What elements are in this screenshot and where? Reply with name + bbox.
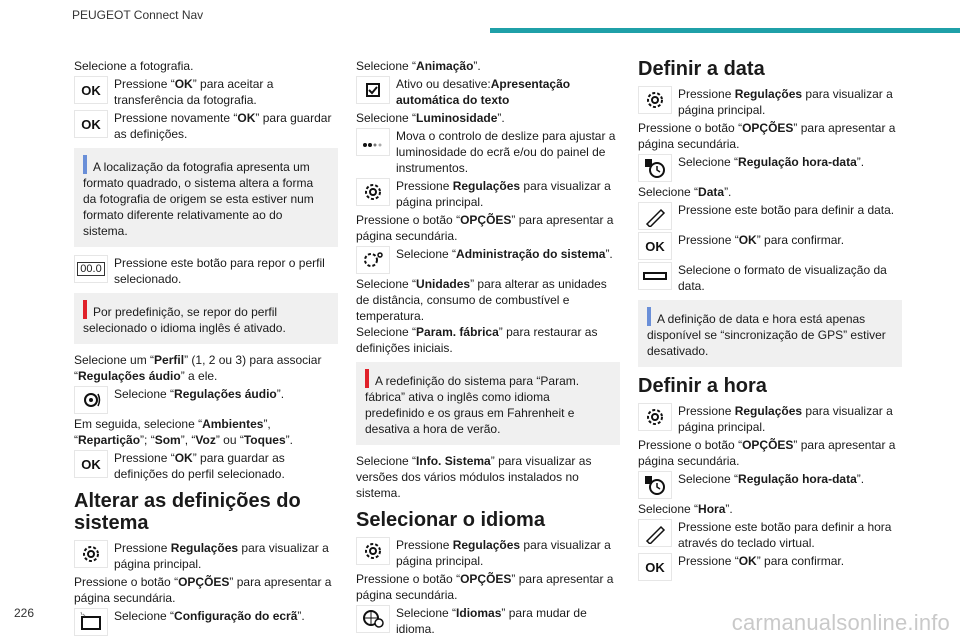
warning-icon — [365, 369, 369, 388]
instruction-row: OK Pressione “OK” para aceitar a transferência da fotografia. — [74, 76, 338, 108]
instruction-row: Pressione Regulações para visualizar a página principal. — [356, 178, 620, 210]
info-icon — [83, 155, 87, 174]
audio-settings-icon — [74, 386, 108, 414]
paragraph: Selecione “Data”. — [638, 185, 732, 199]
checkbox-icon — [356, 76, 390, 104]
column-3 — [638, 58, 902, 583]
paragraph: Pressione o botão “OPÇÕES” para apresentar a página secundária. — [638, 121, 896, 151]
section-heading: Alterar as definições do sistema — [74, 490, 301, 534]
instruction-row: Pressione Regulações para visualizar a página principal. — [638, 86, 902, 118]
slider-icon — [356, 128, 390, 156]
header-accent-bar — [490, 28, 960, 33]
instruction-row: Pressione este botão para definir a hora através do teclado virtual. — [638, 519, 902, 551]
info-note: A localização da fotografia apresenta um formato quadrado, o sistema altera a forma da fotografia de origem se esta estiver num formato diferente relativamente ao do sistema. — [74, 148, 338, 247]
ok-button-icon: OK — [638, 553, 672, 581]
ok-button-icon: OK — [74, 450, 108, 478]
section-heading: Definir a data — [638, 58, 765, 80]
ok-button-icon: OK — [74, 110, 108, 138]
page-header-title: PEUGEOT Connect Nav — [72, 8, 204, 22]
instruction-row: 00.0 Pressione este botão para repor o perfil selecionado. — [74, 255, 338, 287]
clock-date-icon — [638, 154, 672, 182]
gear-icon — [74, 540, 108, 568]
instruction-row: Pressione Regulações para visualizar a página principal. — [638, 403, 902, 435]
info-note: A definição de data e hora está apenas disponível se “sincronização de GPS” estiver desativado. — [638, 300, 902, 367]
ok-button-icon: OK — [74, 76, 108, 104]
paragraph: Pressione o botão “OPÇÕES” para apresentar a página secundária. — [356, 572, 614, 602]
warning-note: Por predefinição, se repor do perfil selecionado o idioma inglês é ativado. — [74, 293, 338, 344]
instruction-row: Selecione “Regulação hora-data”. — [638, 471, 902, 499]
column-2 — [356, 58, 620, 639]
instruction-row: Selecione o formato de visualização da data. — [638, 262, 902, 294]
instruction-row: Ativo ou desative:Apresentação automática do texto — [356, 76, 620, 108]
instruction-row: Pressione este botão para definir a data. — [638, 202, 902, 230]
reset-button-icon: 00.0 — [74, 255, 108, 283]
gear-icon — [356, 537, 390, 565]
pencil-icon — [638, 519, 672, 547]
instruction-row: Selecione “Configuração do ecrã”. — [74, 608, 338, 636]
paragraph: Pressione o botão “OPÇÕES” para apresentar a página secundária. — [74, 575, 332, 605]
section-heading: Definir a hora — [638, 375, 767, 397]
instruction-row: Pressione Regulações para visualizar a página principal. — [356, 537, 620, 569]
section-heading: Selecionar o idioma — [356, 509, 545, 531]
warning-note: A redefinição do sistema para “Param. fábrica” ativa o inglês como idioma predefinido e os graus em Fahrenheit e desativa a hora de verão. — [356, 362, 620, 445]
display-settings-icon — [74, 608, 108, 636]
watermark-text: carmanualsonline.info — [731, 610, 950, 635]
clock-date-icon — [638, 471, 672, 499]
instruction-row: Selecione “Idiomas” para mudar de idioma. — [356, 605, 620, 637]
pencil-icon — [638, 202, 672, 230]
instruction-row: Selecione “Administração do sistema”. — [356, 246, 620, 274]
format-bar-icon — [638, 262, 672, 290]
warning-icon — [83, 300, 87, 319]
paragraph: Selecione “Param. fábrica” para restaurar as definições iniciais. — [356, 325, 598, 355]
instruction-row: OK Pressione “OK” para confirmar. — [638, 232, 902, 260]
paragraph: Selecione “Unidades” para alterar as unidades de distância, consumo de combustível e temperatura. — [356, 277, 607, 323]
instruction-row: Selecione “Regulações áudio”. — [74, 386, 338, 414]
paragraph: Selecione um “Perfil” (1, 2 ou 3) para associar “Regulações áudio” a ele. — [74, 353, 322, 383]
paragraph: Selecione a fotografia. — [74, 59, 194, 73]
instruction-row: Mova o controlo de deslize para ajustar a luminosidade do ecrã e/ou do painel de instrumentos. — [356, 128, 620, 176]
instruction-row: OK Pressione novamente “OK” para guardar as definições. — [74, 110, 338, 142]
language-icon — [356, 605, 390, 633]
instruction-row: OK Pressione “OK” para confirmar. — [638, 553, 902, 581]
instruction-row: Pressione Regulações para visualizar a página principal. — [74, 540, 338, 572]
info-icon — [647, 307, 651, 326]
gear-icon — [356, 178, 390, 206]
paragraph: Em seguida, selecione “Ambientes”, “Repartição”; “Som”, “Voz” ou “Toques”. — [74, 417, 293, 447]
paragraph: Selecione “Info. Sistema” para visualizar as versões dos vários módulos instalados no sistema. — [356, 454, 592, 500]
instruction-row: OK Pressione “OK” para guardar as definições do perfil selecionado. — [74, 450, 338, 482]
paragraph: Selecione “Hora”. — [638, 502, 733, 516]
paragraph: Pressione o botão “OPÇÕES” para apresentar a página secundária. — [638, 438, 896, 468]
ok-button-icon: OK — [638, 232, 672, 260]
gear-icon — [638, 86, 672, 114]
paragraph: Selecione “Animação”. — [356, 59, 481, 73]
paragraph: Pressione o botão “OPÇÕES” para apresentar a página secundária. — [356, 213, 614, 243]
gear-icon — [638, 403, 672, 431]
paragraph: Selecione “Luminosidade”. — [356, 111, 505, 125]
column-1 — [74, 58, 338, 638]
instruction-row: Selecione “Regulação hora-data”. — [638, 154, 902, 182]
system-settings-icon — [356, 246, 390, 274]
page-number: 226 — [14, 606, 35, 620]
